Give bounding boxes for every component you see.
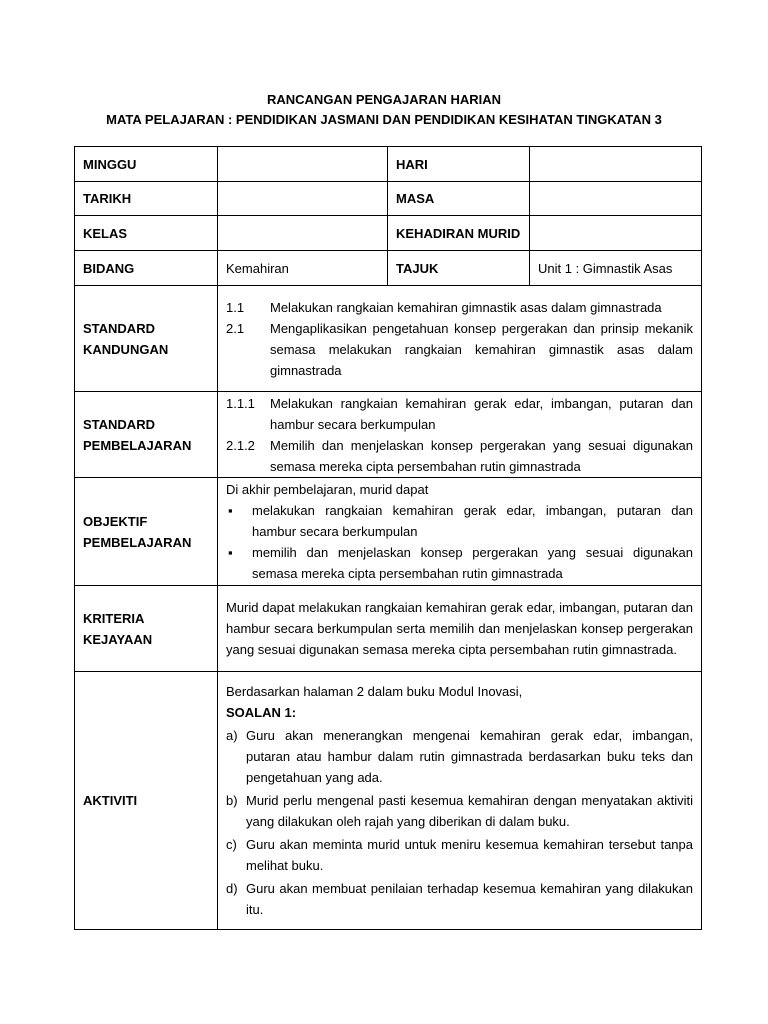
- row-standard-pembelajaran: [75, 392, 702, 478]
- value-bidang: Kemahiran: [218, 251, 388, 286]
- label-kehadiran: KEHADIRAN MURID: [388, 216, 530, 251]
- item-letter: c): [226, 837, 237, 852]
- value-minggu: [218, 147, 388, 182]
- item-letter: a): [226, 728, 238, 743]
- document-title: RANCANGAN PENGAJARAN HARIAN: [266, 92, 501, 107]
- label-standard-pembelajaran: [75, 392, 218, 478]
- list-item: [226, 435, 693, 477]
- content-objektif: [218, 478, 702, 586]
- label-aktiviti: AKTIVITI: [75, 672, 218, 930]
- item-number: 2.1: [226, 320, 245, 336]
- document-subtitle: MATA PELAJARAN : PENDIDIKAN JASMANI DAN PENDIDIKAN KESIHATAN TINGKATAN 3: [106, 112, 662, 127]
- value-tarikh: [218, 182, 388, 216]
- aktiviti-intro: Berdasarkan halaman 2 dalam buku Modul Inovasi,: [226, 684, 523, 699]
- item-number: 1.1.1: [226, 395, 255, 411]
- document-header: [0, 90, 768, 130]
- label-line: KANDUNGAN: [83, 341, 169, 357]
- item-text: Guru akan menerangkan mengenai kemahiran gerak edar, imbangan, putaran atau hambur dalam rutin gimnastrada berdasarkan buku teks dan pengetahuan yang ada.: [246, 728, 693, 785]
- label-kelas: KELAS: [75, 216, 218, 251]
- row-tarikh-masa: [75, 182, 702, 216]
- label-standard-kandungan: [75, 286, 218, 392]
- lesson-plan-table: [74, 146, 702, 930]
- item-text: melakukan rangkaian kemahiran gerak edar, imbangan, putaran dan hambur secara berkumpulan: [252, 503, 693, 539]
- label-minggu: MINGGU: [75, 147, 218, 182]
- bullet-icon: ▪: [228, 503, 233, 518]
- row-objektif: [75, 478, 702, 586]
- label-tarikh: TARIKH: [75, 182, 218, 216]
- value-kelas: [218, 216, 388, 251]
- list-item: [226, 542, 693, 584]
- row-aktiviti: [75, 672, 702, 930]
- item-text: Memilih dan menjelaskan konsep pergerakan yang sesuai digunakan semasa mereka cipta persembahan rutin gimnastrada: [270, 437, 693, 474]
- label-line: PEMBELAJARAN: [83, 534, 192, 550]
- label-line: KRITERIA: [83, 610, 145, 626]
- label-kriteria: [75, 586, 218, 672]
- item-number: 1.1: [226, 299, 245, 315]
- label-line: PEMBELAJARAN: [83, 437, 192, 453]
- item-text: Melakukan rangkaian kemahiran gimnastik asas dalam gimnastrada: [270, 299, 662, 315]
- label-tajuk: TAJUK: [388, 251, 530, 286]
- row-kriteria: [75, 586, 702, 672]
- label-objektif: [75, 478, 218, 586]
- item-text: Guru akan meminta murid untuk meniru kesemua kemahiran tersebut tanpa melihat buku.: [246, 837, 693, 873]
- row-bidang-tajuk: [75, 251, 702, 286]
- list-item: [226, 500, 693, 542]
- content-standard-pembelajaran: [218, 392, 702, 478]
- item-letter: d): [226, 881, 238, 896]
- list-item: [226, 725, 693, 788]
- list-item: [226, 393, 693, 435]
- item-text: Melakukan rangkaian kemahiran gerak edar, imbangan, putaran dan hambur secara berkumpulan: [270, 395, 693, 432]
- row-kelas-kehadiran: [75, 216, 702, 251]
- item-text: Mengaplikasikan pengetahuan konsep pergerakan dan prinsip mekanik semasa melakukan rangkaian kemahiran gimnastik asas dalam gimnastrada: [270, 320, 693, 378]
- label-masa: MASA: [388, 182, 530, 216]
- bullet-icon: ▪: [228, 545, 233, 560]
- item-text: memilih dan menjelaskan konsep pergerakan yang sesuai digunakan semasa mereka cipta persembahan rutin gimnastrada: [252, 545, 693, 581]
- list-item: [226, 878, 693, 920]
- list-item: [226, 297, 693, 318]
- label-line: STANDARD: [83, 320, 155, 336]
- item-letter: b): [226, 793, 238, 808]
- label-line: KEJAYAAN: [83, 631, 153, 647]
- list-item: [226, 790, 693, 832]
- item-number: 2.1.2: [226, 437, 255, 453]
- label-hari: HARI: [388, 147, 530, 182]
- row-standard-kandungan: [75, 286, 702, 392]
- row-minggu-hari: [75, 147, 702, 182]
- list-item: [226, 834, 693, 876]
- list-item: [226, 318, 693, 381]
- label-bidang: BIDANG: [75, 251, 218, 286]
- content-kriteria: Murid dapat melakukan rangkaian kemahiran gerak edar, imbangan, putaran dan hambur secara berkumpulan serta memilih dan menjelaskan konsep pergerakan yang sesuai digunakan semasa mereka cipta persembahan rutin gimnastrada.: [218, 586, 702, 672]
- label-line: STANDARD: [83, 416, 155, 432]
- item-text: Guru akan membuat penilaian terhadap kesemua kemahiran yang dilakukan itu.: [246, 881, 693, 917]
- item-text: Murid perlu mengenal pasti kesemua kemahiran dengan menyatakan aktiviti yang dilakukan oleh rajah yang diberikan di dalam buku.: [246, 793, 693, 829]
- content-standard-kandungan: [218, 286, 702, 392]
- aktiviti-heading: SOALAN 1:: [226, 705, 297, 720]
- value-masa: [530, 182, 702, 216]
- label-line: OBJEKTIF: [83, 513, 148, 529]
- content-aktiviti: [218, 672, 702, 930]
- value-hari: [530, 147, 702, 182]
- value-tajuk: Unit 1 : Gimnastik Asas: [530, 251, 702, 286]
- objektif-intro: Di akhir pembelajaran, murid dapat: [226, 482, 429, 497]
- value-kehadiran: [530, 216, 702, 251]
